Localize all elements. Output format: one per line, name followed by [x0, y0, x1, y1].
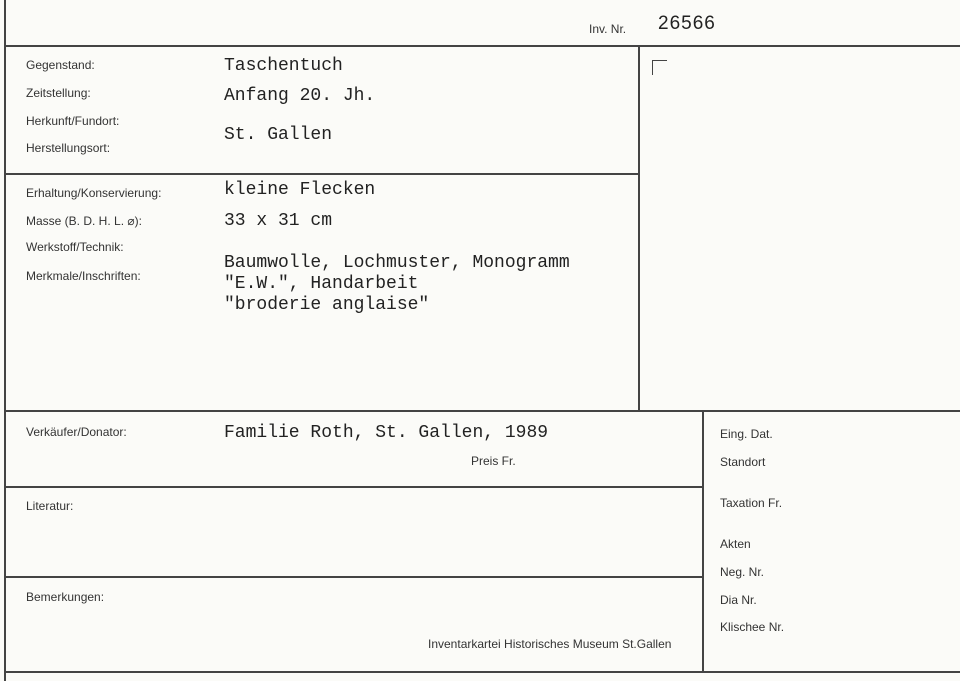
- gegenstand-label: Gegenstand:: [26, 58, 95, 72]
- werkstoff-label: Werkstoff/Technik:: [26, 240, 124, 254]
- verkaeufer-value: Familie Roth, St. Gallen, 1989: [224, 423, 549, 443]
- bemerkungen-label: Bemerkungen:: [26, 590, 105, 604]
- bottom-rule: [4, 671, 960, 673]
- verkaeufer-label: Verkäufer/Donator:: [26, 425, 127, 439]
- merkmale-line-2: "E.W.", Handarbeit: [224, 274, 419, 294]
- preis-label: Preis Fr.: [471, 454, 516, 468]
- inv-nr-value: 26566: [658, 13, 716, 34]
- image-area-divider: [638, 45, 640, 411]
- side-panel-divider: [702, 410, 704, 672]
- left-border: [4, 0, 6, 681]
- object-section-rule: [4, 173, 639, 175]
- herstellungsort-label: Herstellungsort:: [26, 141, 111, 155]
- bemerkungen-top-rule: [4, 576, 704, 578]
- zeitstellung-label: Zeitstellung:: [26, 86, 91, 100]
- inv-nr-label: Inv. Nr.: [589, 22, 627, 36]
- eing-dat-label: Eing. Dat.: [720, 427, 773, 441]
- klischee-nr-label: Klischee Nr.: [720, 620, 785, 634]
- merkmale-label: Merkmale/Inschriften:: [26, 269, 141, 283]
- neg-nr-label: Neg. Nr.: [720, 565, 765, 579]
- taxation-label: Taxation Fr.: [720, 496, 783, 510]
- literatur-label: Literatur:: [26, 499, 74, 513]
- dia-nr-label: Dia Nr.: [720, 593, 757, 607]
- merkmale-line-3: "broderie anglaise": [224, 295, 430, 315]
- merkmale-line-1: Baumwolle, Lochmuster, Monogramm: [224, 253, 570, 273]
- gegenstand-value: Taschentuch: [224, 56, 343, 76]
- literatur-top-rule: [4, 486, 704, 488]
- masse-label: Masse (B. D. H. L. ⌀):: [26, 214, 142, 228]
- herkunft-label: Herkunft/Fundort:: [26, 114, 120, 128]
- footer-museum: Inventarkartei Historisches Museum St.Gallen: [428, 637, 672, 651]
- erhaltung-label: Erhaltung/Konservierung:: [26, 186, 162, 200]
- masse-value: 33 x 31 cm: [224, 211, 333, 231]
- akten-label: Akten: [720, 537, 751, 551]
- acquisition-top-rule: [4, 410, 960, 412]
- zeitstellung-value: Anfang 20. Jh.: [224, 86, 376, 106]
- standort-label: Standort: [720, 455, 766, 469]
- erhaltung-value: kleine Flecken: [224, 180, 376, 200]
- herstellungsort-value: St. Gallen: [224, 125, 333, 145]
- top-rule: [4, 45, 960, 47]
- image-corner-mark: [652, 60, 667, 75]
